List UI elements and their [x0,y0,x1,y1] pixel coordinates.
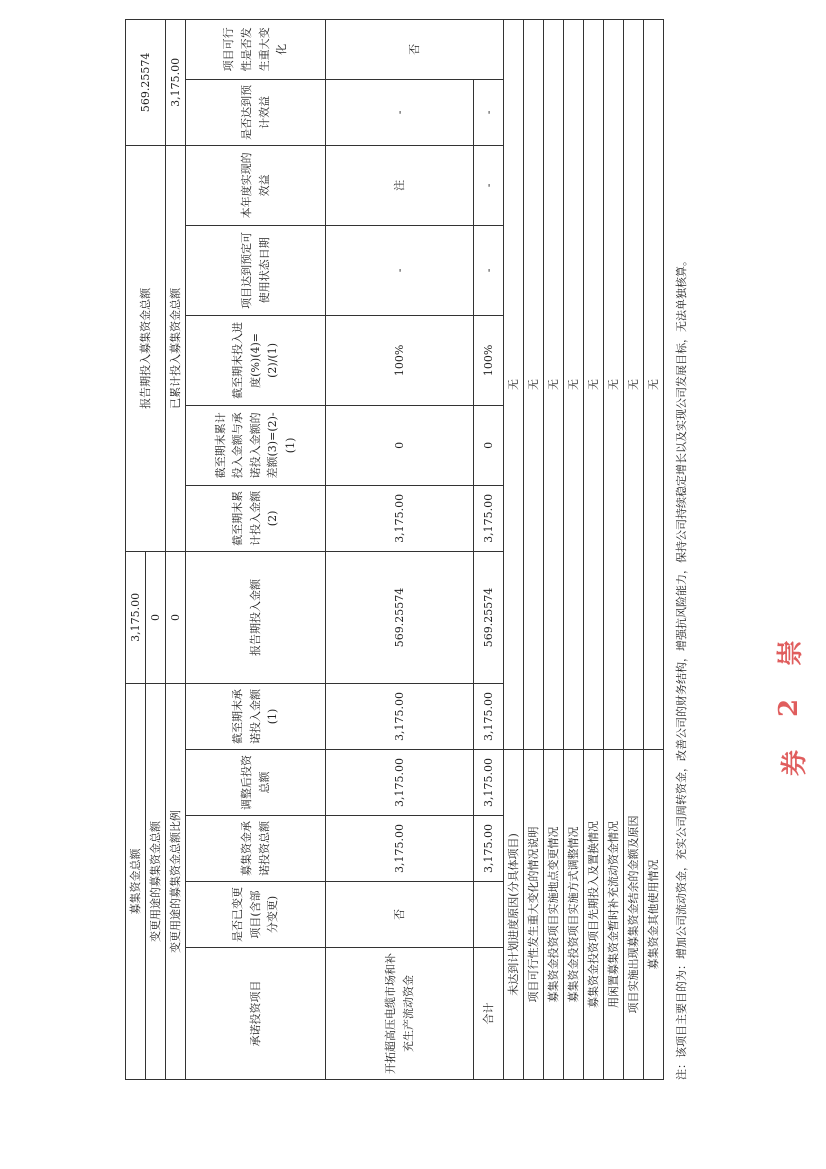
total-ready-date: - [474,225,504,315]
total-changed [474,882,504,948]
header-progress: 截至期末投入进度(%)(4)=(2)/(1) [186,315,326,405]
stamp-char: 2 [774,698,805,718]
info-value: 无 [604,19,624,749]
info-label: 项目实施出现募集资金结余的金额及原因 [624,750,644,1080]
info-row [584,19,604,1079]
project-period-invest: 569.25574 [326,551,474,683]
total-label: 合计 [474,948,504,1080]
total-diff: 0 [474,405,504,485]
info-row [624,19,644,1079]
period-invest-label: 报告期投入募集资金总额 [126,145,166,551]
header-adjusted: 调整后投资总额 [186,750,326,816]
total-period-invest: 569.25574 [474,551,504,683]
changed-ratio-label: 变更用途的募集资金总额比例 [166,683,186,1079]
info-label: 募集资金投资项目实施地点变更情况 [544,750,564,1080]
header-diff: 截至期末累计投入金额与承诺投入金额的差额(3)=(2)-(1) [186,405,326,485]
total-expected: - [474,79,504,145]
summary-row-3 [166,19,186,1079]
project-promised-end: 3,175.00 [326,683,474,749]
header-feasibility: 项目可行性是否发生重大变化 [186,19,326,79]
info-value: 无 [644,19,664,749]
project-feasibility: 否 [326,19,504,79]
red-seal-stamp [760,640,826,790]
project-committed: 3,175.00 [326,816,474,882]
stamp-char: 崇 [776,639,807,667]
info-value: 无 [524,19,544,749]
project-expected: - [326,79,474,145]
info-row [544,19,564,1079]
header-ready-date: 项目达到预定可使用状态日期 [186,225,326,315]
stamp-char: 券 [780,749,811,777]
info-label: 募集资金投资项目先期投入及置换情况 [584,750,604,1080]
info-label: 未达到计划进度原因(分具体项目) [504,750,524,1080]
info-value: 无 [624,19,644,749]
footnote: 注：该项目主要目的为：增加公司流动资金，充实公司周转资金，改善公司的财务结构，增强抗风险能力，保持公司持续稳定增长以及实现公司发展目标，无法单独核算。 [675,255,688,1080]
info-label: 项目可行性发生重大变化的情况说明 [524,750,544,1080]
summary-row-1 [126,19,146,1079]
project-row [326,19,474,1079]
project-diff: 0 [326,405,474,485]
project-changed: 否 [326,882,474,948]
header-row [186,19,326,1079]
total-adjusted: 3,175.00 [474,750,504,816]
cumulative-label: 已累计投入募集资金总额 [166,145,186,551]
info-value: 无 [504,19,524,749]
changed-ratio-value: 0 [166,551,186,683]
project-cum-invest: 3,175.00 [326,485,474,551]
header-promised-end: 截至期末承诺投入金额(1) [186,683,326,749]
info-value: 无 [584,19,604,749]
rotated-page [125,27,705,1080]
info-row [644,19,664,1079]
changed-total-label: 变更用途的募集资金总额 [146,683,166,1079]
project-name: 开拓超高压电缆市场和补充生产流动资金 [326,948,474,1080]
info-row [524,19,544,1079]
cumulative-value: 3,175.00 [166,19,186,145]
total-progress: 100% [474,315,504,405]
total-benefit: - [474,145,504,225]
header-benefit: 本年度实现的效益 [186,145,326,225]
period-invest-value: 569.25574 [126,19,166,145]
info-label: 募集资金其他使用情况 [644,750,664,1080]
info-row [604,19,624,1079]
project-adjusted: 3,175.00 [326,750,474,816]
total-committed: 3,175.00 [474,816,504,882]
header-expected: 是否达到预计效益 [186,79,326,145]
total-cum-invest: 3,175.00 [474,485,504,551]
total-fund-value: 3,175.00 [126,551,146,683]
info-value: 无 [564,19,584,749]
fund-usage-table [125,19,664,1080]
total-fund-label: 募集资金总额 [126,683,146,1079]
header-changed: 是否已变更项目(含部分变更) [186,882,326,948]
header-committed: 募集资金承诺投资总额 [186,816,326,882]
total-row [474,19,504,1079]
header-period-invest: 报告期投入金额 [186,551,326,683]
project-progress: 100% [326,315,474,405]
info-row [504,19,524,1079]
info-row [564,19,584,1079]
header-project: 承诺投资项目 [186,948,326,1080]
changed-total-value: 0 [146,551,166,683]
info-label: 募集资金投资项目实施方式调整情况 [564,750,584,1080]
project-ready-date: - [326,225,474,315]
info-value: 无 [544,19,564,749]
header-cum-invest: 截至期末累计投入金额(2) [186,485,326,551]
total-promised-end: 3,175.00 [474,683,504,749]
info-label: 用闲置募集资金暂时补充流动资金情况 [604,750,624,1080]
project-benefit: 注 [326,145,474,225]
